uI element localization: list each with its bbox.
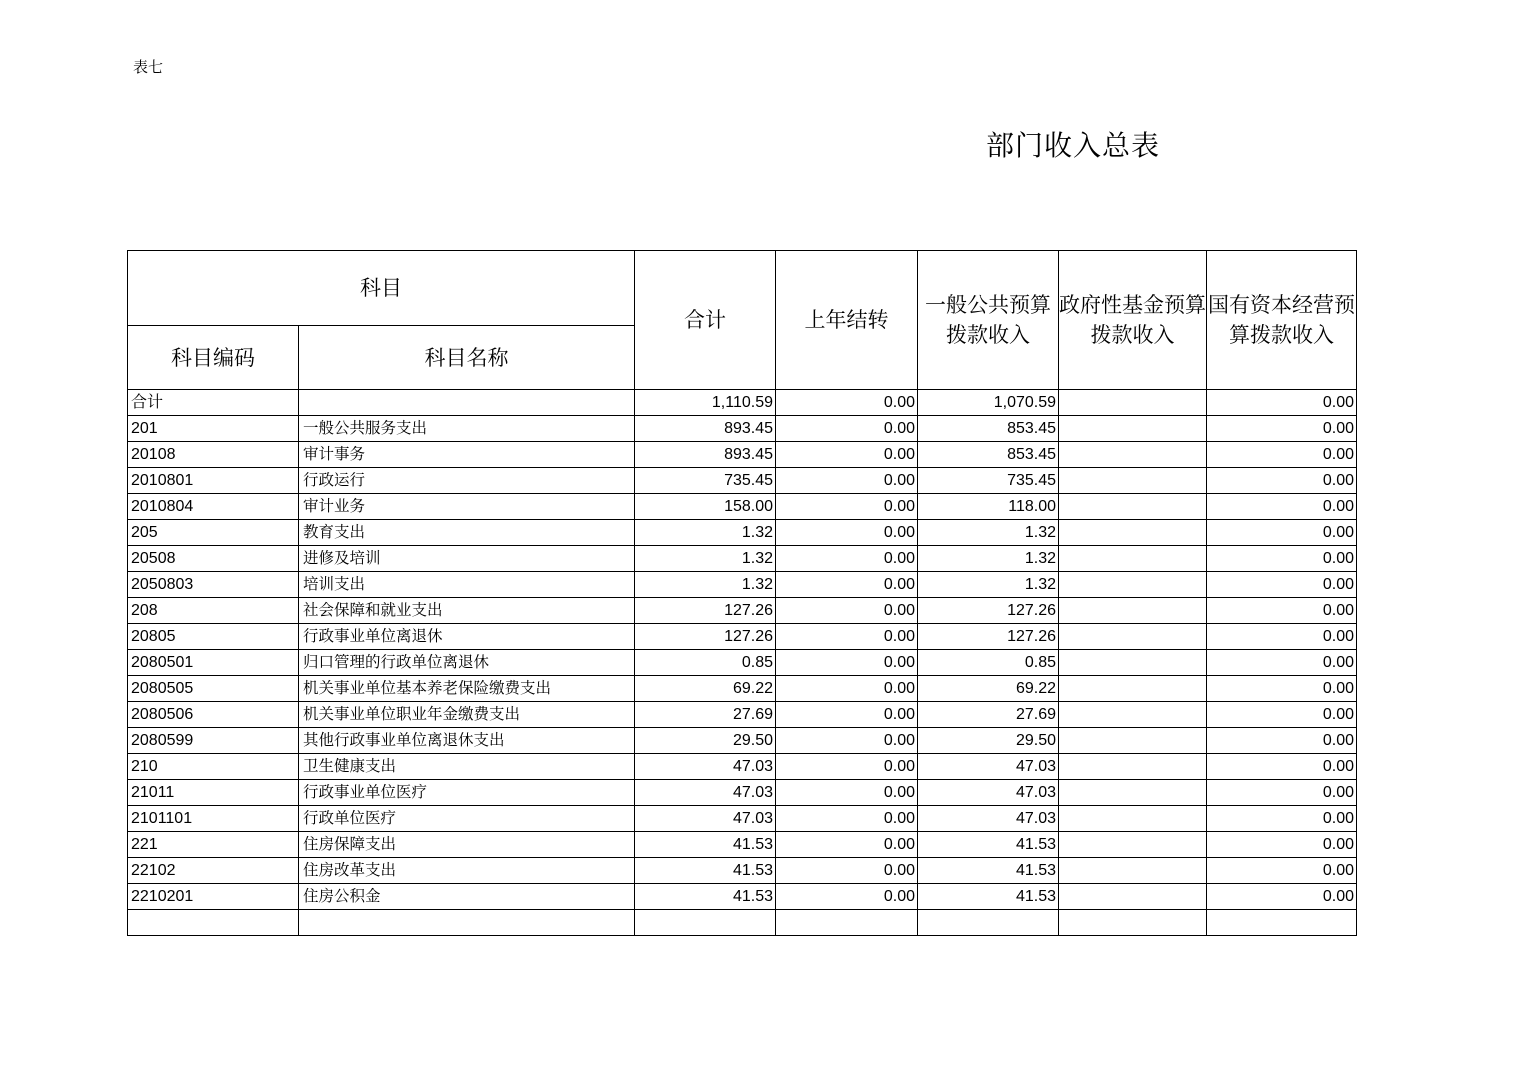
total-cell: 41.53 (635, 832, 776, 858)
code-cell: 2010804 (128, 494, 299, 520)
general-budget-cell: 853.45 (918, 416, 1059, 442)
total-cell: 893.45 (635, 416, 776, 442)
total-cell: 735.45 (635, 468, 776, 494)
name-cell: 住房保障支出 (299, 832, 635, 858)
gov-fund-cell (1059, 754, 1207, 780)
general-budget-cell: 1.32 (918, 520, 1059, 546)
name-cell (299, 910, 635, 936)
total-cell: 1.32 (635, 572, 776, 598)
carryover-cell: 0.00 (776, 676, 918, 702)
state-capital-cell: 0.00 (1207, 754, 1357, 780)
carryover-cell: 0.00 (776, 728, 918, 754)
state-capital-cell: 0.00 (1207, 650, 1357, 676)
total-header: 合计 (635, 251, 776, 390)
general-budget-cell: 47.03 (918, 780, 1059, 806)
state-capital-cell: 0.00 (1207, 494, 1357, 520)
name-cell: 其他行政事业单位离退休支出 (299, 728, 635, 754)
state-capital-cell: 0.00 (1207, 702, 1357, 728)
gov-fund-cell (1059, 442, 1207, 468)
code-cell: 221 (128, 832, 299, 858)
code-cell: 合计 (128, 390, 299, 416)
general-budget-cell: 853.45 (918, 442, 1059, 468)
carryover-cell: 0.00 (776, 754, 918, 780)
general-budget-cell (918, 910, 1059, 936)
gov-fund-cell (1059, 520, 1207, 546)
gov-fund-cell (1059, 468, 1207, 494)
gov-fund-cell (1059, 728, 1207, 754)
name-cell: 住房公积金 (299, 884, 635, 910)
gov-fund-cell (1059, 494, 1207, 520)
carryover-cell: 0.00 (776, 494, 918, 520)
table-row (128, 676, 1357, 702)
total-cell: 41.53 (635, 858, 776, 884)
gov-fund-cell (1059, 598, 1207, 624)
table-row (128, 416, 1357, 442)
total-cell: 29.50 (635, 728, 776, 754)
state-capital-cell: 0.00 (1207, 416, 1357, 442)
table-row (128, 598, 1357, 624)
carryover-cell: 0.00 (776, 546, 918, 572)
code-cell: 2080505 (128, 676, 299, 702)
carryover-cell: 0.00 (776, 572, 918, 598)
table-row (128, 754, 1357, 780)
table-row (128, 806, 1357, 832)
state-capital-cell (1207, 910, 1357, 936)
general-budget-cell: 127.26 (918, 598, 1059, 624)
state-capital-header: 国有资本经营预算拨款收入 (1207, 251, 1357, 390)
code-cell: 201 (128, 416, 299, 442)
name-cell: 机关事业单位职业年金缴费支出 (299, 702, 635, 728)
gov-fund-cell (1059, 832, 1207, 858)
general-budget-cell: 127.26 (918, 624, 1059, 650)
carryover-cell: 0.00 (776, 468, 918, 494)
table-row (128, 390, 1357, 416)
carryover-header: 上年结转 (776, 251, 918, 390)
carryover-cell: 0.00 (776, 884, 918, 910)
table-row (128, 780, 1357, 806)
table-row (128, 884, 1357, 910)
total-cell: 127.26 (635, 624, 776, 650)
state-capital-cell: 0.00 (1207, 468, 1357, 494)
total-cell: 1.32 (635, 520, 776, 546)
table-row (128, 624, 1357, 650)
general-budget-cell: 41.53 (918, 884, 1059, 910)
gov-fund-cell (1059, 702, 1207, 728)
name-cell: 社会保障和就业支出 (299, 598, 635, 624)
carryover-cell: 0.00 (776, 780, 918, 806)
gov-fund-cell (1059, 884, 1207, 910)
state-capital-cell: 0.00 (1207, 598, 1357, 624)
code-cell: 2080501 (128, 650, 299, 676)
state-capital-cell: 0.00 (1207, 728, 1357, 754)
gov-fund-cell (1059, 858, 1207, 884)
code-cell: 2080506 (128, 702, 299, 728)
name-header: 科目名称 (299, 326, 635, 390)
carryover-cell: 0.00 (776, 520, 918, 546)
code-cell: 2080599 (128, 728, 299, 754)
general-budget-cell: 118.00 (918, 494, 1059, 520)
general-budget-header: 一般公共预算拨款收入 (918, 251, 1059, 390)
name-cell (299, 390, 635, 416)
gov-fund-cell (1059, 572, 1207, 598)
total-cell: 0.85 (635, 650, 776, 676)
carryover-cell: 0.00 (776, 650, 918, 676)
name-cell: 行政事业单位离退休 (299, 624, 635, 650)
general-budget-cell: 47.03 (918, 806, 1059, 832)
name-cell: 进修及培训 (299, 546, 635, 572)
state-capital-cell: 0.00 (1207, 442, 1357, 468)
general-budget-cell: 1,070.59 (918, 390, 1059, 416)
total-cell: 893.45 (635, 442, 776, 468)
state-capital-cell: 0.00 (1207, 676, 1357, 702)
table-row (128, 832, 1357, 858)
gov-fund-cell (1059, 676, 1207, 702)
name-cell: 住房改革支出 (299, 858, 635, 884)
gov-fund-cell (1059, 910, 1207, 936)
carryover-cell: 0.00 (776, 598, 918, 624)
name-cell: 行政运行 (299, 468, 635, 494)
carryover-cell (776, 910, 918, 936)
total-cell (635, 910, 776, 936)
table-row (128, 546, 1357, 572)
gov-fund-cell (1059, 416, 1207, 442)
gov-fund-cell (1059, 780, 1207, 806)
carryover-cell: 0.00 (776, 442, 918, 468)
code-cell: 205 (128, 520, 299, 546)
code-cell: 208 (128, 598, 299, 624)
general-budget-cell: 41.53 (918, 832, 1059, 858)
carryover-cell: 0.00 (776, 858, 918, 884)
carryover-cell: 0.00 (776, 624, 918, 650)
carryover-cell: 0.00 (776, 702, 918, 728)
code-cell: 20108 (128, 442, 299, 468)
gov-fund-cell (1059, 546, 1207, 572)
state-capital-cell: 0.00 (1207, 572, 1357, 598)
code-cell: 2210201 (128, 884, 299, 910)
table-row (128, 442, 1357, 468)
table-row (128, 494, 1357, 520)
name-cell: 教育支出 (299, 520, 635, 546)
total-cell: 158.00 (635, 494, 776, 520)
table-row (128, 858, 1357, 884)
code-cell: 21011 (128, 780, 299, 806)
page-title: 部门收入总表 (986, 129, 1161, 162)
total-cell: 47.03 (635, 780, 776, 806)
state-capital-cell: 0.00 (1207, 546, 1357, 572)
state-capital-cell: 0.00 (1207, 624, 1357, 650)
gov-fund-cell (1059, 806, 1207, 832)
carryover-cell: 0.00 (776, 390, 918, 416)
total-cell: 1,110.59 (635, 390, 776, 416)
carryover-cell: 0.00 (776, 806, 918, 832)
state-capital-cell: 0.00 (1207, 884, 1357, 910)
subject-header: 科目 (128, 251, 635, 326)
name-cell: 一般公共服务支出 (299, 416, 635, 442)
state-capital-cell: 0.00 (1207, 806, 1357, 832)
table-row (128, 650, 1357, 676)
table-row (128, 572, 1357, 598)
name-cell: 行政事业单位医疗 (299, 780, 635, 806)
code-cell: 20508 (128, 546, 299, 572)
general-budget-cell: 41.53 (918, 858, 1059, 884)
state-capital-cell: 0.00 (1207, 520, 1357, 546)
name-cell: 机关事业单位基本养老保险缴费支出 (299, 676, 635, 702)
name-cell: 归口管理的行政单位离退休 (299, 650, 635, 676)
gov-fund-cell (1059, 390, 1207, 416)
state-capital-cell: 0.00 (1207, 832, 1357, 858)
table-number-label: 表七 (133, 58, 164, 76)
gov-fund-cell (1059, 624, 1207, 650)
general-budget-cell: 0.85 (918, 650, 1059, 676)
general-budget-cell: 735.45 (918, 468, 1059, 494)
code-cell: 210 (128, 754, 299, 780)
total-cell: 69.22 (635, 676, 776, 702)
name-cell: 审计事务 (299, 442, 635, 468)
code-cell: 2050803 (128, 572, 299, 598)
table-row (128, 520, 1357, 546)
general-budget-cell: 47.03 (918, 754, 1059, 780)
total-cell: 27.69 (635, 702, 776, 728)
code-header: 科目编码 (128, 326, 299, 390)
income-summary-table (127, 250, 1357, 936)
table-row (128, 910, 1357, 936)
name-cell: 卫生健康支出 (299, 754, 635, 780)
total-cell: 47.03 (635, 806, 776, 832)
state-capital-cell: 0.00 (1207, 858, 1357, 884)
code-cell: 2101101 (128, 806, 299, 832)
general-budget-cell: 1.32 (918, 572, 1059, 598)
carryover-cell: 0.00 (776, 832, 918, 858)
general-budget-cell: 69.22 (918, 676, 1059, 702)
state-capital-cell: 0.00 (1207, 780, 1357, 806)
code-cell (128, 910, 299, 936)
name-cell: 审计业务 (299, 494, 635, 520)
gov-fund-header: 政府性基金预算拨款收入 (1059, 251, 1207, 390)
table-row (128, 702, 1357, 728)
state-capital-cell: 0.00 (1207, 390, 1357, 416)
name-cell: 行政单位医疗 (299, 806, 635, 832)
total-cell: 127.26 (635, 598, 776, 624)
general-budget-cell: 1.32 (918, 546, 1059, 572)
general-budget-cell: 29.50 (918, 728, 1059, 754)
total-cell: 41.53 (635, 884, 776, 910)
general-budget-cell: 27.69 (918, 702, 1059, 728)
total-cell: 47.03 (635, 754, 776, 780)
code-cell: 22102 (128, 858, 299, 884)
carryover-cell: 0.00 (776, 416, 918, 442)
code-cell: 2010801 (128, 468, 299, 494)
name-cell: 培训支出 (299, 572, 635, 598)
table-row (128, 728, 1357, 754)
code-cell: 20805 (128, 624, 299, 650)
gov-fund-cell (1059, 650, 1207, 676)
table-row (128, 468, 1357, 494)
total-cell: 1.32 (635, 546, 776, 572)
